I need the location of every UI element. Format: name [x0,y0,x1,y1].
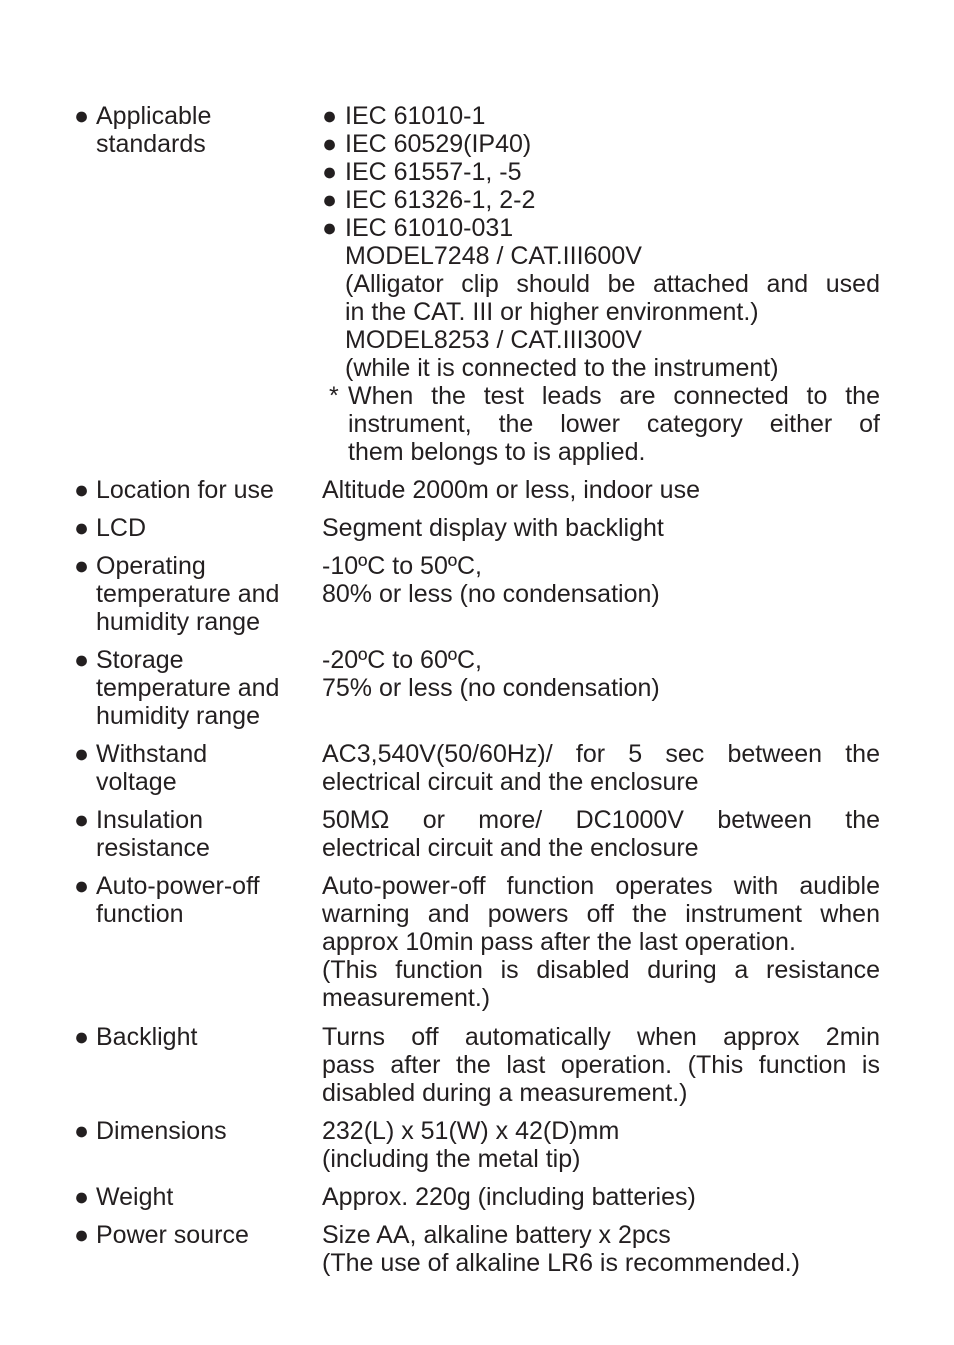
spec-label [74,1023,322,1051]
spec-label-text: Storage temperature and humidity range [96,646,280,730]
bullet-icon: ● [74,102,90,130]
spec-value-line: approx 10min pass after the last operation. [322,928,796,956]
footnote-line: When the test leads are connected to the [348,382,880,410]
spec-value-line: Size AA, alkaline battery x 2pcs [322,1221,671,1249]
model-8253-note: (while it is connected to the instrument) [345,354,779,382]
bullet-icon: ● [74,1117,90,1145]
spec-value-line: (The use of alkaline LR6 is recommended.) [322,1249,801,1277]
model-7248-note: in the CAT. III or higher environment.) [345,298,759,326]
bullet-icon: ● [322,130,338,158]
spec-row-storage-temperature [74,646,880,730]
standard-item [322,158,880,186]
spec-value [322,552,880,608]
spec-label-text: Dimensions [96,1117,227,1145]
spec-value-line: Approx. 220g (including batteries) [322,1183,696,1211]
spec-value-line: Turns off automatically when approx 2min [322,1023,880,1051]
bullet-icon: ● [322,186,338,214]
bullet-icon: ● [74,740,90,768]
model-8253-category: MODEL8253 / CAT.III300V [345,326,642,354]
spec-label [74,476,322,504]
bullet-icon: ● [74,806,90,834]
spec-row-insulation-resistance [74,806,880,862]
spec-label [74,872,322,928]
spec-label [74,806,322,862]
standard-item [322,130,880,158]
footnote-line: them belongs to is applied. [348,438,646,466]
spec-value [322,1023,880,1107]
spec-value [322,646,880,702]
bullet-icon: ● [322,158,338,186]
standard-text: IEC 61326-1, 2-2 [345,186,536,214]
spec-label-text: Applicable standards [96,102,212,158]
spec-value [322,872,880,1012]
spec-value-line: 80% or less (no condensation) [322,580,660,608]
bullet-icon: ● [74,552,90,580]
spec-row-backlight [74,1023,880,1107]
spec-value-line: Segment display with backlight [322,514,664,542]
spec-row-power-source [74,1221,880,1277]
spec-value-line: 75% or less (no condensation) [322,674,660,702]
footnote-line: instrument, the lower category either of [348,410,880,438]
bullet-icon: ● [74,872,90,900]
spec-value-line: 50MΩ or more/ DC1000V between the [322,806,880,834]
spec-value-line: -20ºC to 60ºC, [322,646,482,674]
standard-item [322,186,880,214]
spec-row-location-for-use [74,476,880,504]
spec-value [322,1183,880,1211]
spec-row-withstand-voltage [74,740,880,796]
bullet-icon: ● [322,214,338,242]
spec-label [74,1183,322,1211]
spec-label-text: Location for use [96,476,274,504]
spec-value [322,1221,880,1277]
spec-label-text: Weight [96,1183,174,1211]
standard-item [322,214,880,242]
spec-value-line: disabled during a measurement.) [322,1079,688,1107]
bullet-icon: ● [74,1221,90,1249]
spec-label [74,102,322,158]
standard-details [322,242,880,382]
spec-label [74,1221,322,1249]
standard-item [322,102,880,130]
specifications-list [74,102,880,1277]
bullet-icon: ● [74,1183,90,1211]
spec-label-text: Operating temperature and humidity range [96,552,280,636]
spec-label [74,514,322,542]
spec-row-weight [74,1183,880,1211]
spec-value-standards [322,102,880,466]
spec-value-line: (including the metal tip) [322,1145,581,1173]
spec-label-text: Backlight [96,1023,198,1051]
standard-text: IEC 61557-1, -5 [345,158,522,186]
spec-row-operating-temperature [74,552,880,636]
standard-text: IEC 60529(IP40) [345,130,532,158]
bullet-icon: ● [74,1023,90,1051]
bullet-icon: ● [74,514,90,542]
spec-value-line: 232(L) x 51(W) x 42(D)mm [322,1117,620,1145]
spec-value [322,740,880,796]
spec-value-line: measurement.) [322,984,491,1012]
spec-value-line: electrical circuit and the enclosure [322,768,699,796]
spec-value-line: AC3,540V(50/60Hz)/ for 5 sec between the [322,740,880,768]
spec-value [322,806,880,862]
model-7248-note: (Alligator clip should be attached and used [345,270,880,298]
spec-label [74,740,322,796]
model-7248-category: MODEL7248 / CAT.III600V [345,242,642,270]
bullet-icon: ● [74,646,90,674]
bullet-icon: ● [322,102,338,130]
spec-row-dimensions [74,1117,880,1173]
spec-label [74,646,322,730]
category-footnote [322,382,880,466]
spec-label [74,552,322,636]
standard-text: IEC 61010-1 [345,102,486,130]
spec-row-lcd [74,514,880,542]
spec-label-text: Auto-power-off function [96,872,260,928]
spec-row-auto-power-off [74,872,880,1012]
spec-label-text: LCD [96,514,147,542]
spec-value-line: Altitude 2000m or less, indoor use [322,476,700,504]
spec-row-applicable-standards [74,102,880,466]
spec-label-text: Insulation resistance [96,806,210,862]
spec-label [74,1117,322,1145]
spec-value-line: pass after the last operation. (This function is [322,1051,880,1079]
spec-value [322,476,880,504]
spec-value [322,514,880,542]
spec-label-text: Power source [96,1221,249,1249]
spec-value-line: -10ºC to 50ºC, [322,552,482,580]
spec-value-line: electrical circuit and the enclosure [322,834,699,862]
bullet-icon: ● [74,476,90,504]
spec-value-line: warning and powers off the instrument when [322,900,880,928]
spec-value-line: Auto-power-off function operates with audible [322,872,880,900]
footnote-text [348,382,880,466]
spec-value-line: (This function is disabled during a resistance [322,956,880,984]
standard-text: IEC 61010-031 [345,214,514,242]
spec-value [322,1117,880,1173]
spec-label-text: Withstand voltage [96,740,208,796]
asterisk-icon: * [329,382,339,410]
